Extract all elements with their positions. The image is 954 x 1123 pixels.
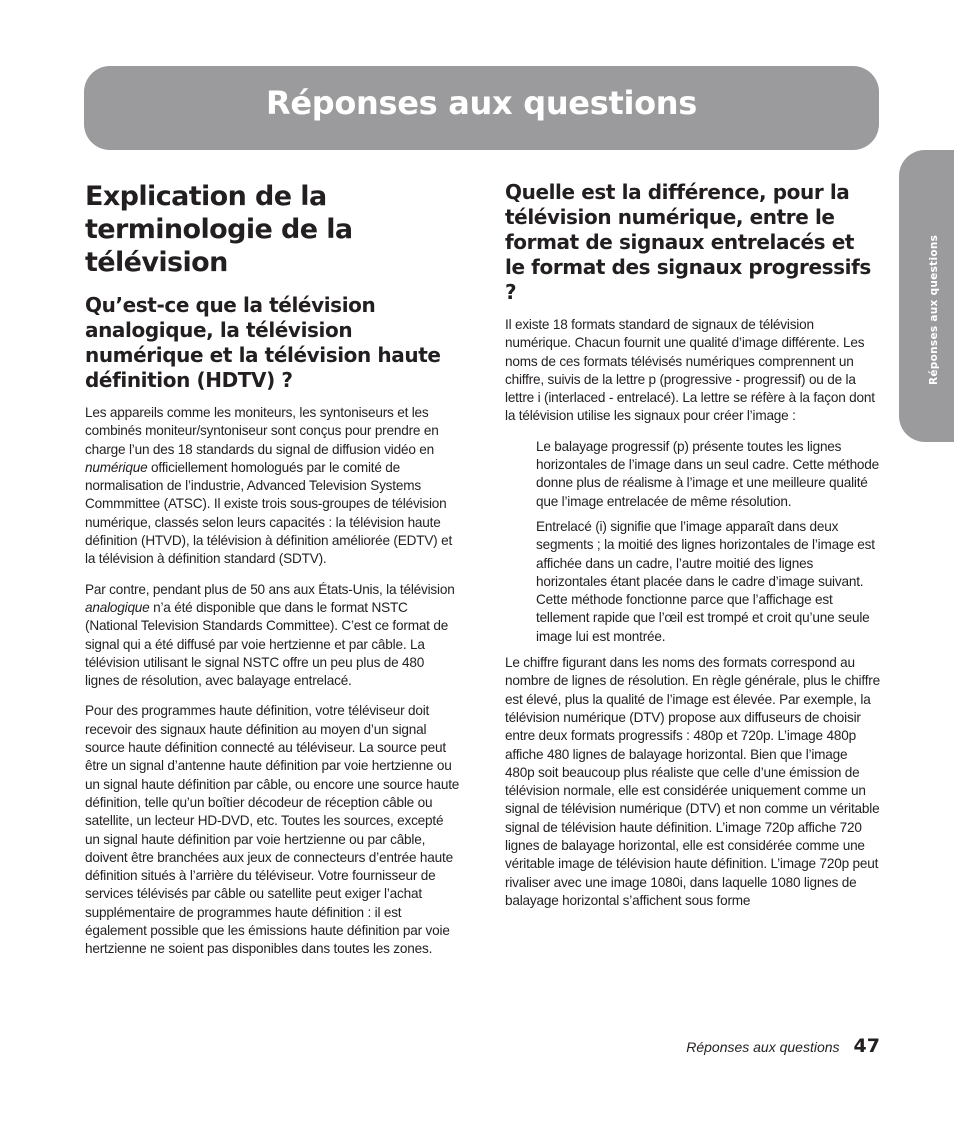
subsection-heading-interlaced-progressive: Quelle est la différence, pour la télévision numérique, entre le format de signaux entrelacés et le format des signaux progressifs ? (505, 180, 871, 304)
section-side-tab (899, 150, 954, 442)
section-heading: Explication de la terminologie de la télévision (85, 181, 353, 278)
paragraph-progressive-definition: Le balayage progressif (p) présente toutes les lignes horizontales de l’image dans un seul cadre. Cette méthode donne plus de réalisme à l’image et une meilleure qualité que l’image entrelacée de même résolution. (536, 438, 880, 509)
emphasis-text: analogique (85, 599, 150, 615)
text-run: Par contre, pendant plus de 50 ans aux États-Unis, la télévision (85, 581, 455, 597)
title-banner (84, 66, 879, 150)
right-column (505, 180, 880, 922)
text-run: Les appareils comme les moniteurs, les syntoniseurs et les combinés moniteur/syntoniseur sont conçus pour prendre en charge l’un des 18 standards du signal de diffusion vidéo en (85, 405, 439, 457)
page-title: Réponses aux questions (266, 84, 698, 122)
page-number: 47 (853, 1035, 880, 1057)
paragraph-digital-standards (85, 404, 460, 569)
subsection-heading-analog-digital-hdtv: Qu’est-ce que la télévision analogique, la télévision numérique et la télévision haute définition (HDTV) ? (85, 293, 441, 392)
footer-section-label: Réponses aux questions (686, 1039, 840, 1055)
paragraph-hd-sources: Pour des programmes haute définition, votre téléviseur doit recevoir des signaux haute définition au moyen d’un signal source haute définition connecté au téléviseur. La source peut être un signal d’antenne haute définition par voie hertzienne ou un signal haute définition par câble, ou encore une source haute définition, telle qu’un boîtier décodeur de réception câble ou satellite, un lecteur HD-DVD, etc. Toutes les sources, excepté un signal haute définition par voie hertzienne ou par câble, doivent être branchées aux jeux de connecteurs d’entrée haute définition situés à l’arrière du téléviseur. Votre fournisseur de services télévisés par câble ou satellite peut exiger l’achat supplémentaire de programmes haute définition : il est également possible que les émissions haute définition par voie hertzienne ne soient pas disponibles dans toutes les zones. (85, 703, 460, 957)
left-column (85, 180, 460, 971)
paragraph-resolution-lines: Le chiffre figurant dans les noms des formats correspond au nombre de lignes de résolution. En règle générale, plus le chiffre est élevé, plus la qualité de l’image est élevée. Par exemple, la télévision numérique (DTV) propose aux diffuseurs de choisir entre deux formats progressifs : 480p et 720p. L’image 480p affiche 480 lignes de balayage horizontal. Bien que l’image 480p soit beaucoup plus réaliste que celle d’une émission de télévision normale, elle est considérée uniquement comme un signal de télévision numérique (DTV) et non comme un véritable signal de télévision haute définition. L’image 720p affiche 720 lignes de balayage horizontal, elle est considérée comme une véritable image de télévision haute définition. L’image 720p peut rivaliser avec une image 1080i, dans laquelle 1080 lignes de balayage horizontal s’affichent sous forme (505, 655, 880, 908)
text-run: n’a été disponible que dans le format NSTC (National Television Standards Committee). C’est ce format de signal qui a été diffusé par voie hertzienne et par câble. La télévision utilisant le signal NSTC offre un peu plus de 480 lignes de résolution, avec balayage entrelacé. (85, 599, 449, 689)
paragraph-interlaced-definition: Entrelacé (i) signifie que l’image apparaît dans deux segments ; la moitié des lignes horizontales de l’image est affichée dans un cadre, l’autre moitié des lignes horizontales étant placée dans le cadre d’image suivant. Cette méthode fonctionne parce que l’affichage est tellement rapide que l’œil est trompé et croit qu’une seule image lui est montrée. (536, 518, 875, 644)
text-run: officiellement homologués par le comité de normalisation de l’industrie, Advanced Television Systems Commmittee (ATSC). Il existe trois sous-groupes de télévision numérique, classés selon leurs capacités : la télévision haute définition (HTVD), la télévision à définition améliorée (EDTV) et la télévision à définition standard (SDTV). (85, 459, 453, 567)
paragraph-analog-ntsc (85, 581, 460, 691)
side-tab-label: Réponses aux questions (928, 234, 940, 385)
page-footer (560, 1035, 880, 1057)
paragraph-formats-intro: Il existe 18 formats standard de signaux de télévision numérique. Chacun fournit une qualité d’image différente. Les noms de ces formats télévisés numériques comprennent un chiffre, suivis de la lettre p (progressive - progressif) ou de la lettre i (interlaced - entrelacé). La lettre se réfère à la façon dont la télévision utilise les signaux pour créer l’image : (505, 317, 875, 424)
emphasis-text: numérique (85, 459, 148, 475)
